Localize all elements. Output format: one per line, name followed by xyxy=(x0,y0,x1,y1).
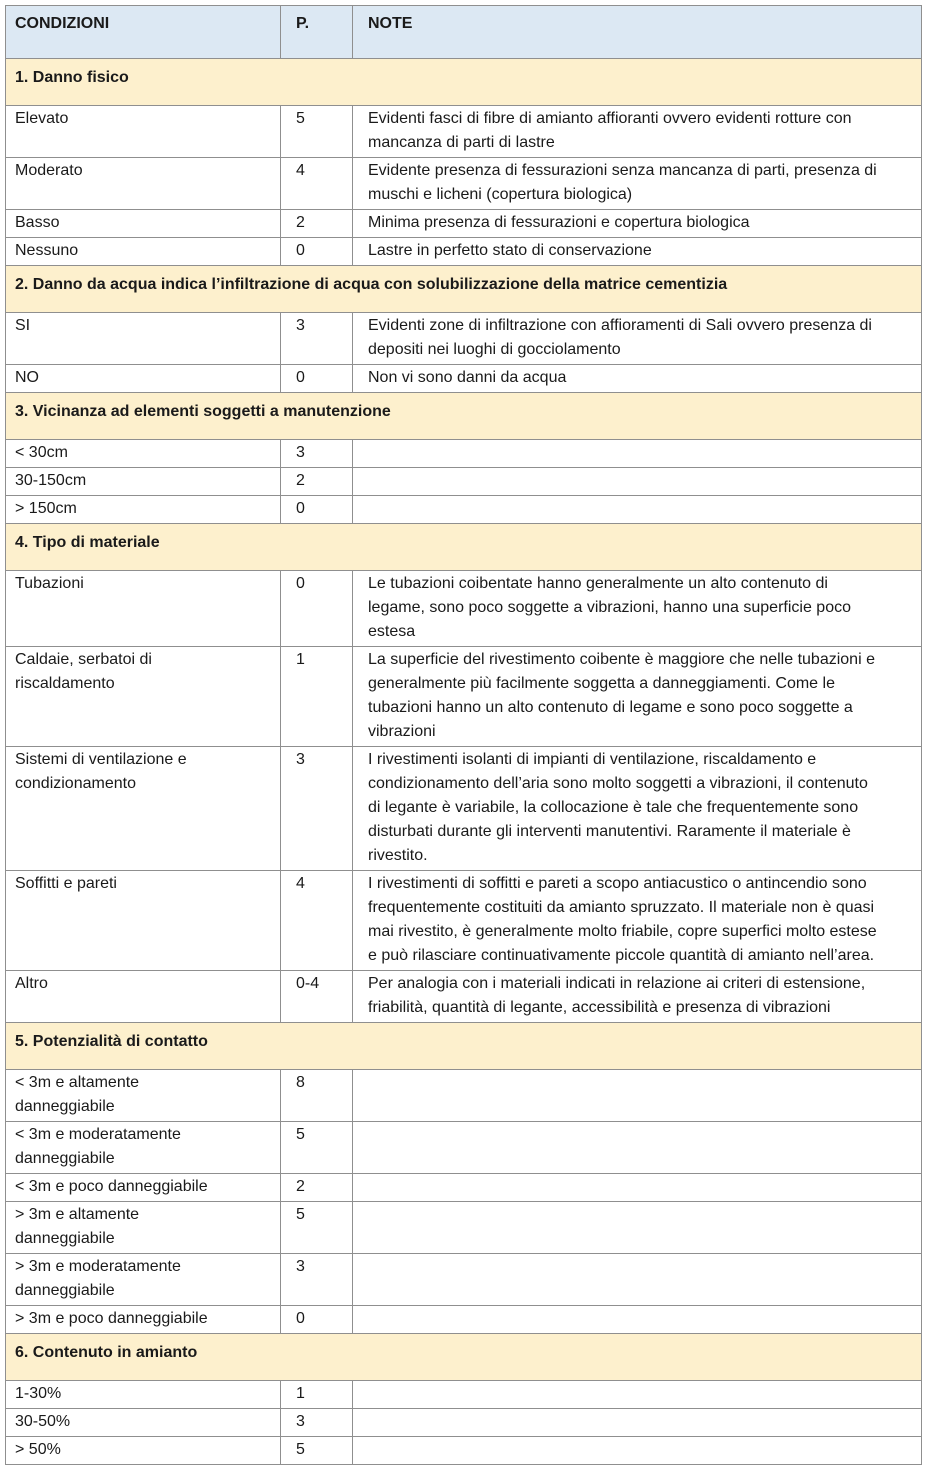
section-title: 3. Vicinanza ad elementi soggetti a manutenzione xyxy=(6,393,922,440)
points-cell: 0 xyxy=(281,365,353,393)
table-body xyxy=(6,59,922,1465)
table-row xyxy=(6,440,922,468)
condition-cell: > 50% xyxy=(6,1437,281,1465)
table-row xyxy=(6,313,922,365)
points-cell: 5 xyxy=(281,1122,353,1174)
note-cell: Per analogia con i materiali indicati in relazione ai criteri di estensione, friabilità, quantità di legante, accessibilità e presenza di vibrazioni xyxy=(353,971,922,1023)
note-cell xyxy=(353,1254,922,1306)
note-cell: Minima presenza di fessurazioni e copertura biologica xyxy=(353,210,922,238)
note-cell: I rivestimenti di soffitti e pareti a scopo antiacustico o antincendio sono frequentemente costituiti da amianto spruzzato. Il materiale non è quasi mai rivestito, è generalmente molto friabile, copre superfici molto estese e può rilasciare continuativamente piccole quantità di amianto nell’area. xyxy=(353,871,922,971)
points-cell: 5 xyxy=(281,106,353,158)
note-cell xyxy=(353,1122,922,1174)
condition-cell: Nessuno xyxy=(6,238,281,266)
table-row xyxy=(6,496,922,524)
condition-cell: > 150cm xyxy=(6,496,281,524)
table-row xyxy=(6,1437,922,1465)
section-row xyxy=(6,59,922,106)
table-row xyxy=(6,571,922,647)
points-cell: 2 xyxy=(281,1174,353,1202)
condition-cell: Soffitti e pareti xyxy=(6,871,281,971)
condition-cell: Basso xyxy=(6,210,281,238)
condition-cell: < 3m e poco danneggiabile xyxy=(6,1174,281,1202)
condition-cell: > 3m e poco danneggiabile xyxy=(6,1306,281,1334)
points-cell: 5 xyxy=(281,1202,353,1254)
note-cell: La superficie del rivestimento coibente è maggiore che nelle tubazioni e generalmente più facilmente soggetta a danneggiamenti. Come le tubazioni hanno un alto contenuto di legame e sono poco soggette a vibrazioni xyxy=(353,647,922,747)
table-row xyxy=(6,238,922,266)
header-note: NOTE xyxy=(353,6,922,59)
condition-cell: 30-150cm xyxy=(6,468,281,496)
condition-cell: > 3m e moderatamente danneggiabile xyxy=(6,1254,281,1306)
section-row xyxy=(6,266,922,313)
table-row xyxy=(6,971,922,1023)
note-cell: Evidenti fasci di fibre di amianto affioranti ovvero evidenti rotture con mancanza di parti di lastre xyxy=(353,106,922,158)
section-title: 4. Tipo di materiale xyxy=(6,524,922,571)
note-cell xyxy=(353,496,922,524)
condition-cell: Moderato xyxy=(6,158,281,210)
points-cell: 0 xyxy=(281,1306,353,1334)
table-row xyxy=(6,365,922,393)
note-cell xyxy=(353,1381,922,1409)
section-title: 5. Potenzialità di contatto xyxy=(6,1023,922,1070)
condition-cell: > 3m e altamente danneggiabile xyxy=(6,1202,281,1254)
note-cell xyxy=(353,1437,922,1465)
note-cell: Le tubazioni coibentate hanno generalmente un alto contenuto di legame, sono poco soggette a vibrazioni, hanno una superficie poco estesa xyxy=(353,571,922,647)
points-cell: 0 xyxy=(281,238,353,266)
header-row xyxy=(6,6,922,59)
table-header xyxy=(6,6,922,59)
section-title: 1. Danno fisico xyxy=(6,59,922,106)
condition-cell: SI xyxy=(6,313,281,365)
condition-cell: NO xyxy=(6,365,281,393)
table-row xyxy=(6,1122,922,1174)
table-row xyxy=(6,1306,922,1334)
condition-cell: Caldaie, serbatoi di riscaldamento xyxy=(6,647,281,747)
note-cell xyxy=(353,468,922,496)
condition-cell: 1-30% xyxy=(6,1381,281,1409)
points-cell: 3 xyxy=(281,1409,353,1437)
points-cell: 2 xyxy=(281,468,353,496)
note-cell xyxy=(353,1070,922,1122)
section-title: 6. Contenuto in amianto xyxy=(6,1334,922,1381)
points-cell: 2 xyxy=(281,210,353,238)
note-cell xyxy=(353,1202,922,1254)
header-punteggio: P. xyxy=(281,6,353,59)
points-cell: 1 xyxy=(281,1381,353,1409)
points-cell: 0 xyxy=(281,571,353,647)
table-row xyxy=(6,106,922,158)
condition-cell: Altro xyxy=(6,971,281,1023)
section-row xyxy=(6,1334,922,1381)
note-cell: Lastre in perfetto stato di conservazione xyxy=(353,238,922,266)
table-row xyxy=(6,1174,922,1202)
points-cell: 1 xyxy=(281,647,353,747)
condition-cell: Elevato xyxy=(6,106,281,158)
condition-cell: < 3m e moderatamente danneggiabile xyxy=(6,1122,281,1174)
table-row xyxy=(6,468,922,496)
table-row xyxy=(6,647,922,747)
points-cell: 4 xyxy=(281,158,353,210)
table-row xyxy=(6,210,922,238)
note-cell: Evidente presenza di fessurazioni senza mancanza di parti, presenza di muschi e licheni (copertura biologica) xyxy=(353,158,922,210)
note-cell xyxy=(353,1409,922,1437)
condition-cell: < 3m e altamente danneggiabile xyxy=(6,1070,281,1122)
table-row xyxy=(6,158,922,210)
note-cell: Non vi sono danni da acqua xyxy=(353,365,922,393)
points-cell: 4 xyxy=(281,871,353,971)
points-cell: 3 xyxy=(281,440,353,468)
points-cell: 3 xyxy=(281,1254,353,1306)
points-cell: 3 xyxy=(281,313,353,365)
section-title: 2. Danno da acqua indica l’infiltrazione di acqua con solubilizzazione della matrice cementizia xyxy=(6,266,922,313)
condition-cell: Tubazioni xyxy=(6,571,281,647)
section-row xyxy=(6,393,922,440)
table-row xyxy=(6,1381,922,1409)
points-cell: 3 xyxy=(281,747,353,871)
note-cell xyxy=(353,1306,922,1334)
points-cell: 0 xyxy=(281,496,353,524)
table-row xyxy=(6,1202,922,1254)
section-row xyxy=(6,1023,922,1070)
points-cell: 0-4 xyxy=(281,971,353,1023)
table-row xyxy=(6,1409,922,1437)
table-row xyxy=(6,871,922,971)
note-cell xyxy=(353,1174,922,1202)
note-cell: Evidenti zone di infiltrazione con affioramenti di Sali ovvero presenza di depositi nei luoghi di gocciolamento xyxy=(353,313,922,365)
condition-cell: Sistemi di ventilazione e condizionamento xyxy=(6,747,281,871)
table-row xyxy=(6,1254,922,1306)
header-condizioni: CONDIZIONI xyxy=(6,6,281,59)
points-cell: 8 xyxy=(281,1070,353,1122)
note-cell xyxy=(353,440,922,468)
asbestos-condition-score-table xyxy=(5,5,922,1465)
table-row xyxy=(6,747,922,871)
condition-cell: 30-50% xyxy=(6,1409,281,1437)
section-row xyxy=(6,524,922,571)
table-row xyxy=(6,1070,922,1122)
note-cell: I rivestimenti isolanti di impianti di ventilazione, riscaldamento e condizionamento dell’aria sono molto soggetti a vibrazioni, il contenuto di legante è variabile, la collocazione è tale che frequentemente sono disturbati durante gli interventi manutentivi. Raramente il materiale è rivestito. xyxy=(353,747,922,871)
points-cell: 5 xyxy=(281,1437,353,1465)
condition-cell: < 30cm xyxy=(6,440,281,468)
